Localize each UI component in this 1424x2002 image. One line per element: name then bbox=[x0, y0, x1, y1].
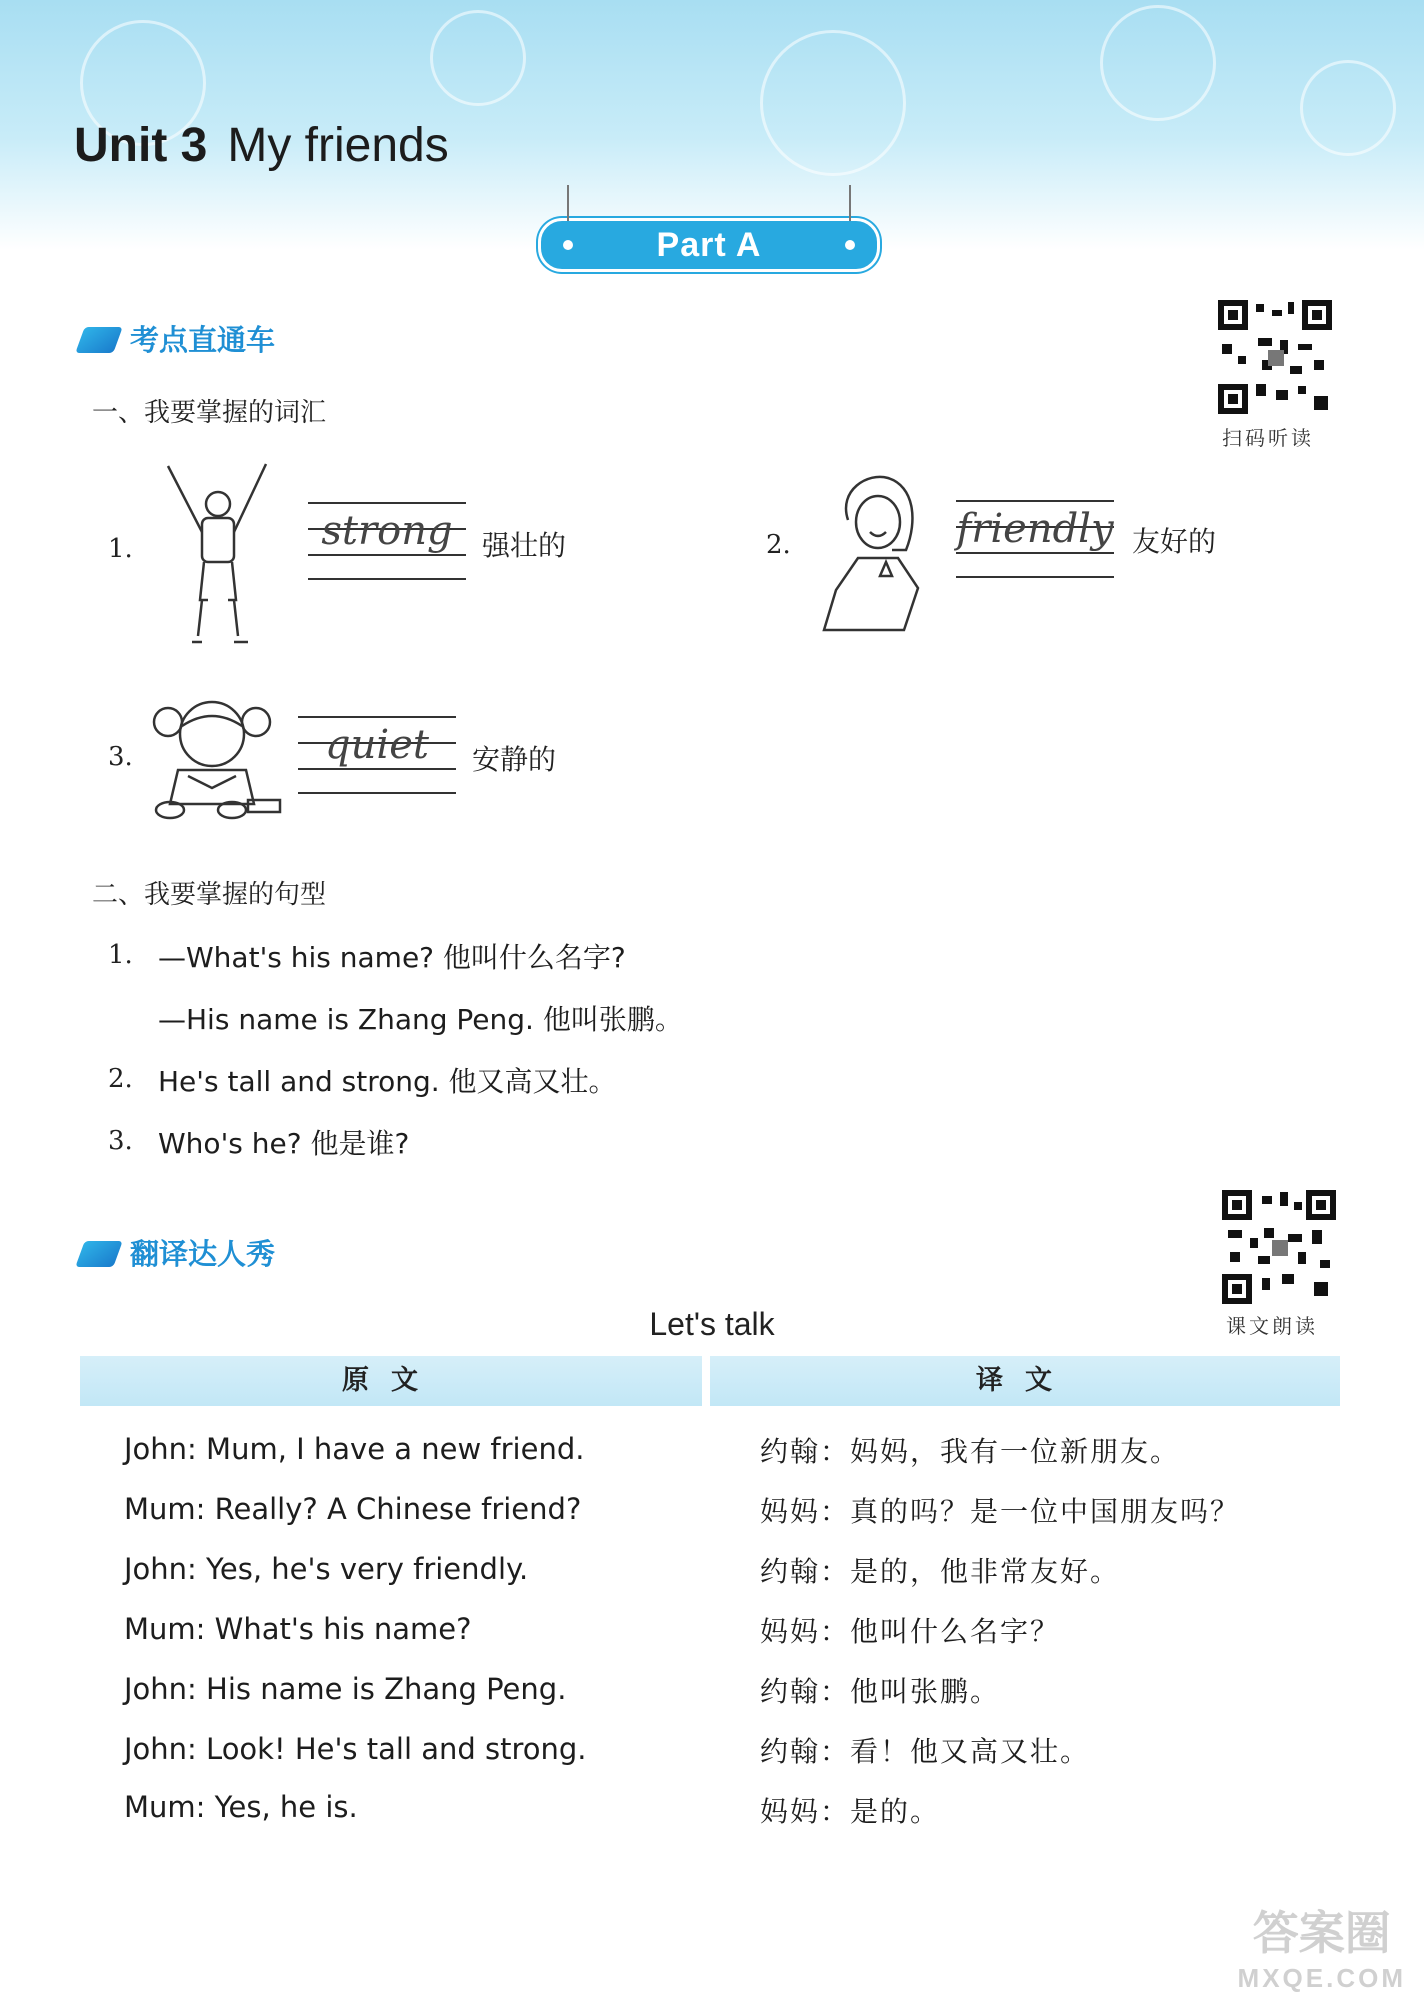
watermark-url: MXQE.COM bbox=[1237, 1963, 1406, 1993]
decorative-doodle bbox=[1300, 60, 1396, 156]
sentence-text: Who's he? 他是谁? bbox=[158, 1127, 410, 1160]
dialogue-line-cn: 妈妈：他叫什么名字？ bbox=[760, 1615, 1061, 1648]
column-header-translation: 译文 bbox=[710, 1356, 1340, 1406]
dialogue-line-en: John: Yes, he's very friendly. bbox=[124, 1552, 529, 1586]
qr-label: 课文朗读 bbox=[1226, 1314, 1318, 1338]
vocab-heading: 一、我要掌握的词汇 bbox=[92, 398, 327, 428]
sentence-number: 1. bbox=[108, 940, 133, 970]
qr-code-icon[interactable] bbox=[1222, 1190, 1336, 1304]
vocab-writing-box bbox=[298, 716, 456, 794]
vocab-number: 3. bbox=[108, 742, 133, 772]
vocab-number: 2. bbox=[766, 530, 791, 560]
badge-string bbox=[849, 185, 851, 221]
site-watermark bbox=[1238, 1897, 1406, 1994]
quiet-girl-reading-illustration bbox=[148, 692, 284, 822]
vocab-meaning: 强壮的 bbox=[482, 529, 567, 562]
section-marker-icon bbox=[75, 327, 122, 353]
vocab-writing-box bbox=[956, 500, 1114, 578]
sentence-text: —His name is Zhang Peng. 他叫张鹏。 bbox=[158, 1003, 683, 1036]
sentence-text: —What's his name? 他叫什么名字? bbox=[158, 941, 626, 974]
dialogue-line-cn: 约翰：妈妈，我有一位新朋友。 bbox=[760, 1435, 1181, 1468]
dialogue-line-en: John: His name is Zhang Peng. bbox=[124, 1672, 567, 1706]
badge-dot bbox=[845, 240, 855, 250]
sentence-number: 3. bbox=[108, 1126, 133, 1156]
part-label: Part A bbox=[656, 226, 762, 264]
decorative-doodle bbox=[430, 10, 526, 106]
decorative-doodle bbox=[1100, 5, 1216, 121]
badge-string bbox=[567, 185, 569, 221]
unit-title bbox=[74, 118, 449, 173]
dialogue-line-en: Mum: Really? A Chinese friend? bbox=[124, 1492, 582, 1526]
vocab-meaning: 友好的 bbox=[1132, 525, 1217, 558]
vocab-word: friendly bbox=[956, 506, 1114, 552]
dialogue-line-cn: 妈妈：真的吗？是一位中国朋友吗？ bbox=[760, 1495, 1241, 1528]
strong-boy-illustration bbox=[158, 460, 276, 648]
section-marker-icon bbox=[75, 1241, 122, 1267]
decorative-doodle bbox=[760, 30, 906, 176]
part-badge bbox=[538, 218, 880, 272]
lesson-title: Let's talk bbox=[649, 1306, 775, 1342]
dialogue-line-cn: 妈妈：是的。 bbox=[760, 1795, 941, 1828]
vocab-writing-box bbox=[308, 502, 466, 580]
qr-label: 扫码听读 bbox=[1222, 426, 1314, 450]
sentence-heading: 二、我要掌握的句型 bbox=[92, 880, 327, 910]
friendly-girl-illustration bbox=[818, 470, 930, 640]
dialogue-line-en: John: Look! He's tall and strong. bbox=[124, 1732, 587, 1766]
watermark-logo-text: 答案圈 bbox=[1252, 1907, 1391, 1959]
dialogue-line-cn: 约翰：是的，他非常友好。 bbox=[760, 1555, 1121, 1588]
vocab-meaning: 安静的 bbox=[472, 743, 557, 776]
section-title-translation: 翻译达人秀 bbox=[80, 1232, 275, 1273]
dialogue-line-en: Mum: Yes, he is. bbox=[124, 1790, 358, 1824]
dialogue-line-en: John: Mum, I have a new friend. bbox=[124, 1432, 585, 1466]
section-title-key-points: 考点直通车 bbox=[80, 318, 275, 359]
dialogue-line-cn: 约翰：看！他又高又壮。 bbox=[760, 1735, 1091, 1768]
vocab-word: quiet bbox=[325, 722, 429, 768]
qr-code-icon[interactable] bbox=[1218, 300, 1332, 414]
column-header-original: 原文 bbox=[80, 1356, 702, 1406]
dialogue-line-cn: 约翰：他叫张鹏。 bbox=[760, 1675, 1001, 1708]
vocab-number: 1. bbox=[108, 534, 133, 564]
badge-dot bbox=[563, 240, 573, 250]
sentence-text: He's tall and strong. 他又高又壮。 bbox=[158, 1065, 617, 1098]
unit-name: My friends bbox=[227, 119, 449, 172]
vocab-word: strong bbox=[321, 508, 453, 554]
sentence-number: 2. bbox=[108, 1064, 133, 1094]
dialogue-line-en: Mum: What's his name? bbox=[124, 1612, 472, 1646]
unit-number: Unit 3 bbox=[74, 119, 208, 172]
